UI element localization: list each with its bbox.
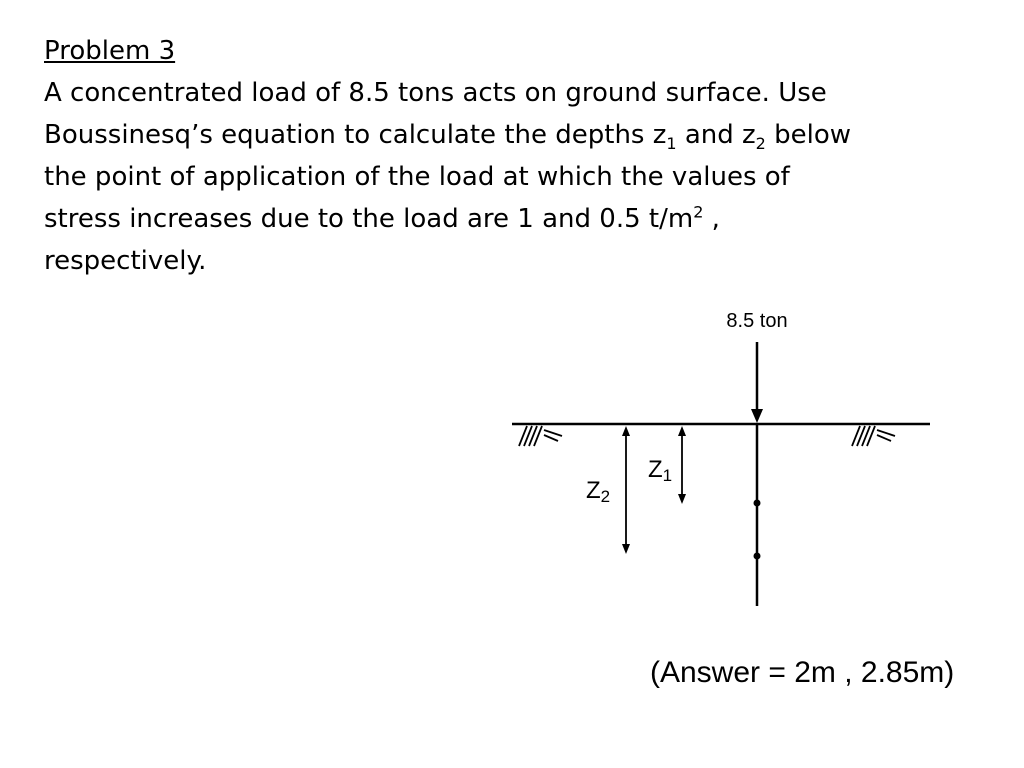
z1-label <box>648 456 672 485</box>
load-arrow-head <box>751 409 763 423</box>
load-label: 8.5 ton <box>726 310 788 332</box>
ground-hatch-right <box>852 426 895 446</box>
problem-line-4-part-b: , <box>703 204 720 234</box>
z2-label-letter: Z <box>586 477 601 504</box>
z1-label-sub: 1 <box>662 466 673 485</box>
problem-line-2-part-b: and z <box>676 120 756 150</box>
problem-text <box>44 30 984 282</box>
z2-subscript: 2 <box>755 134 766 154</box>
load-diagram <box>500 300 950 620</box>
problem-line-1: A concentrated load of 8.5 tons acts on ground surface. Use <box>44 78 827 108</box>
z2-label <box>586 477 610 506</box>
ground-hatch-left <box>519 426 562 446</box>
problem-line-4 <box>44 198 984 240</box>
answer-text: (Answer = 2m , 2.85m) <box>650 656 955 689</box>
point-z1 <box>754 500 761 507</box>
z1-subscript: 1 <box>666 134 677 154</box>
z2-label-sub: 2 <box>600 487 611 506</box>
problem-line-3: the point of application of the load at which the values of <box>44 162 790 192</box>
problem-line-2 <box>44 114 984 156</box>
problem-line-4-part-a: stress increases due to the load are 1 and 0.5 t/m <box>44 204 694 234</box>
problem-line-5: respectively. <box>44 246 207 276</box>
problem-line-2-part-a: Boussinesq’s equation to calculate the depths z <box>44 120 667 150</box>
z1-dimension-arrow <box>678 426 686 504</box>
point-z2 <box>754 553 761 560</box>
z2-dimension-arrow <box>622 426 630 554</box>
z1-label-letter: Z <box>648 456 663 483</box>
m2-superscript: 2 <box>693 202 704 222</box>
problem-line-2-part-c: below <box>765 120 852 150</box>
problem-title: Problem 3 <box>44 36 176 66</box>
